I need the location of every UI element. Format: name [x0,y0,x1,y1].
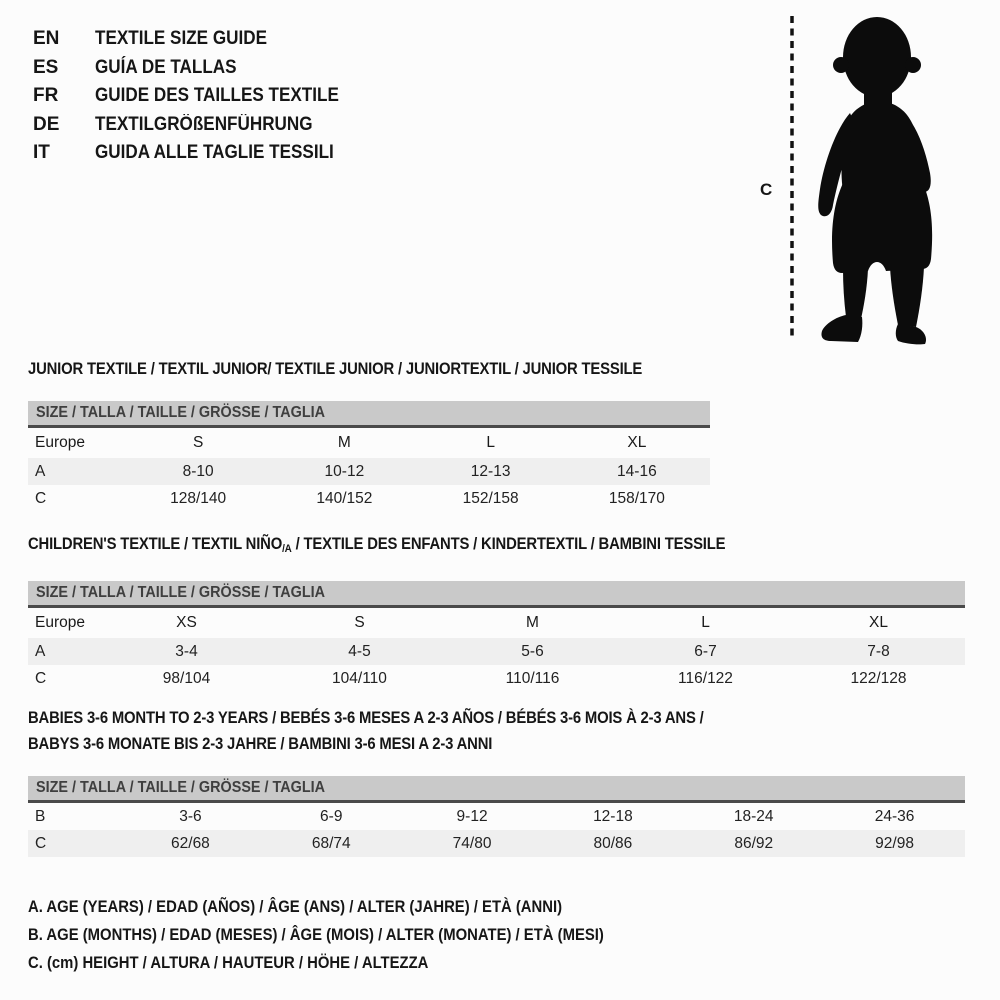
size-band-text: SIZE / TALLA / TAILLE / GRÖSSE / TAGLIA [36,779,326,796]
size-band-text: SIZE / TALLA / TAILLE / GRÖSSE / TAGLIA [36,404,326,421]
table-row [28,458,710,485]
cell: 116/122 [678,669,733,687]
cell: XL [869,614,888,631]
table-row [28,665,965,692]
section-title-line: CHILDREN'S TEXTILE / TEXTIL $NIÑO_{/A}$ / TEXTILE DES ENFANTS / KINDERTEXTIL / BAMBINI TESSILE [28,535,726,555]
section-children [28,531,965,692]
cell: 86/92 [734,834,774,852]
language-guide-title: GUIDA ALLE TAGLIE TESSILI [95,142,334,164]
cell: 12-18 [593,807,633,825]
cell: 8-10 [182,462,214,480]
size-table [28,608,965,692]
language-row [33,139,366,168]
cell: S [354,614,365,631]
section-title [28,531,965,562]
section-title [28,705,965,757]
note-text: C. (cm) HEIGHT / ALTURA / HAUTEUR / HÖHE / ALTEZZA [28,954,429,972]
size-band [28,581,965,608]
note-line [28,893,668,921]
row-label: Europe [35,434,85,451]
size-table [28,803,965,857]
toddler-figure [750,6,965,351]
language-list [33,25,366,168]
language-row [33,82,366,111]
cell: 68/74 [311,834,351,852]
cell: 24-36 [874,807,915,825]
cell: 74/80 [452,834,492,852]
language-guide-title: TEXTILGRÖßENFÜHRUNG [95,113,313,135]
cell: 12-13 [470,462,511,480]
cell: 10-12 [324,462,365,480]
cell: XS [176,614,197,631]
section-junior [28,356,710,512]
section-title [28,356,710,382]
cell: 5-6 [521,642,544,660]
cell: 140/152 [316,489,373,507]
table-row [28,485,710,512]
cell: XL [627,434,647,451]
row-label: A [35,462,46,480]
cell: 110/116 [505,669,560,687]
note-line [28,949,668,977]
row-label: C [35,834,47,852]
cell: 4-5 [348,642,371,660]
cell: 122/128 [850,669,907,687]
table-header-row [28,428,710,458]
cell: M [337,434,351,451]
cell: 3-4 [175,642,198,660]
table-row [28,638,965,665]
note-text: B. AGE (MONTHS) / EDAD (MESES) / ÂGE (MOIS) / ALTER (MONATE) / ETÀ (MESI) [28,926,604,944]
cell: L [701,614,710,631]
table-row [28,803,965,830]
row-label: Europe [35,614,85,631]
table-header-row [28,608,965,638]
language-row [33,25,366,54]
section-babies [28,705,965,857]
notes-list [28,893,668,977]
cell: M [526,614,539,631]
cell: 104/110 [332,669,387,687]
height-measure-label: C [760,180,773,199]
language-code: EN [33,28,60,50]
cell: 158/170 [608,489,665,507]
cell: 7-8 [867,642,890,660]
cell: 3-6 [179,807,202,825]
size-table [28,428,710,512]
note-text: A. AGE (YEARS) / EDAD (AÑOS) / ÂGE (ANS) / ALTER (JAHRE) / ETÀ (ANNI) [28,898,563,916]
language-row [33,111,366,140]
section-title-line: JUNIOR TEXTILE / TEXTIL JUNIOR/ TEXTILE JUNIOR / JUNIORTEXTIL / JUNIOR TESSILE [28,360,643,378]
section-title-line: BABIES 3-6 MONTH TO 2-3 YEARS / BEBÉS 3-6 MESES A 2-3 AÑOS / BÉBÉS 3-6 MOIS À 2-3 ANS / [28,709,704,727]
language-guide-title: GUIDE DES TAILLES TEXTILE [95,85,339,107]
row-label: B [35,807,46,825]
cell: 152/158 [462,489,519,507]
cell: 6-7 [694,642,717,660]
cell: 14-16 [617,462,657,480]
cell: 98/104 [162,669,211,687]
language-code: IT [33,142,50,164]
table-row [28,830,965,857]
language-guide-title: TEXTILE SIZE GUIDE [95,28,267,50]
row-label: A [35,642,46,660]
language-code: ES [33,56,59,78]
cell: 128/140 [170,489,227,507]
cell: S [192,434,204,451]
size-band [28,401,710,428]
language-code: DE [33,113,60,135]
language-code: FR [33,85,59,107]
size-band-text: SIZE / TALLA / TAILLE / GRÖSSE / TAGLIA [36,584,326,601]
toddler-silhouette-icon [750,6,965,351]
cell: 18-24 [733,807,774,825]
section-title-line: BABYS 3-6 MONATE BIS 2-3 JAHRE / BAMBINI 3-6 MESI A 2-3 ANNI [28,735,493,753]
row-label: C [35,489,47,507]
cell: 9-12 [456,807,488,825]
row-label: C [35,669,47,687]
language-guide-title: GUÍA DE TALLAS [95,56,237,78]
size-band [28,776,965,803]
note-line [28,921,668,949]
cell: 6-9 [320,807,343,825]
cell: 80/86 [593,834,633,852]
cell: L [486,434,495,451]
cell: 62/68 [171,834,210,852]
cell: 92/98 [875,834,914,852]
language-row [33,54,366,83]
